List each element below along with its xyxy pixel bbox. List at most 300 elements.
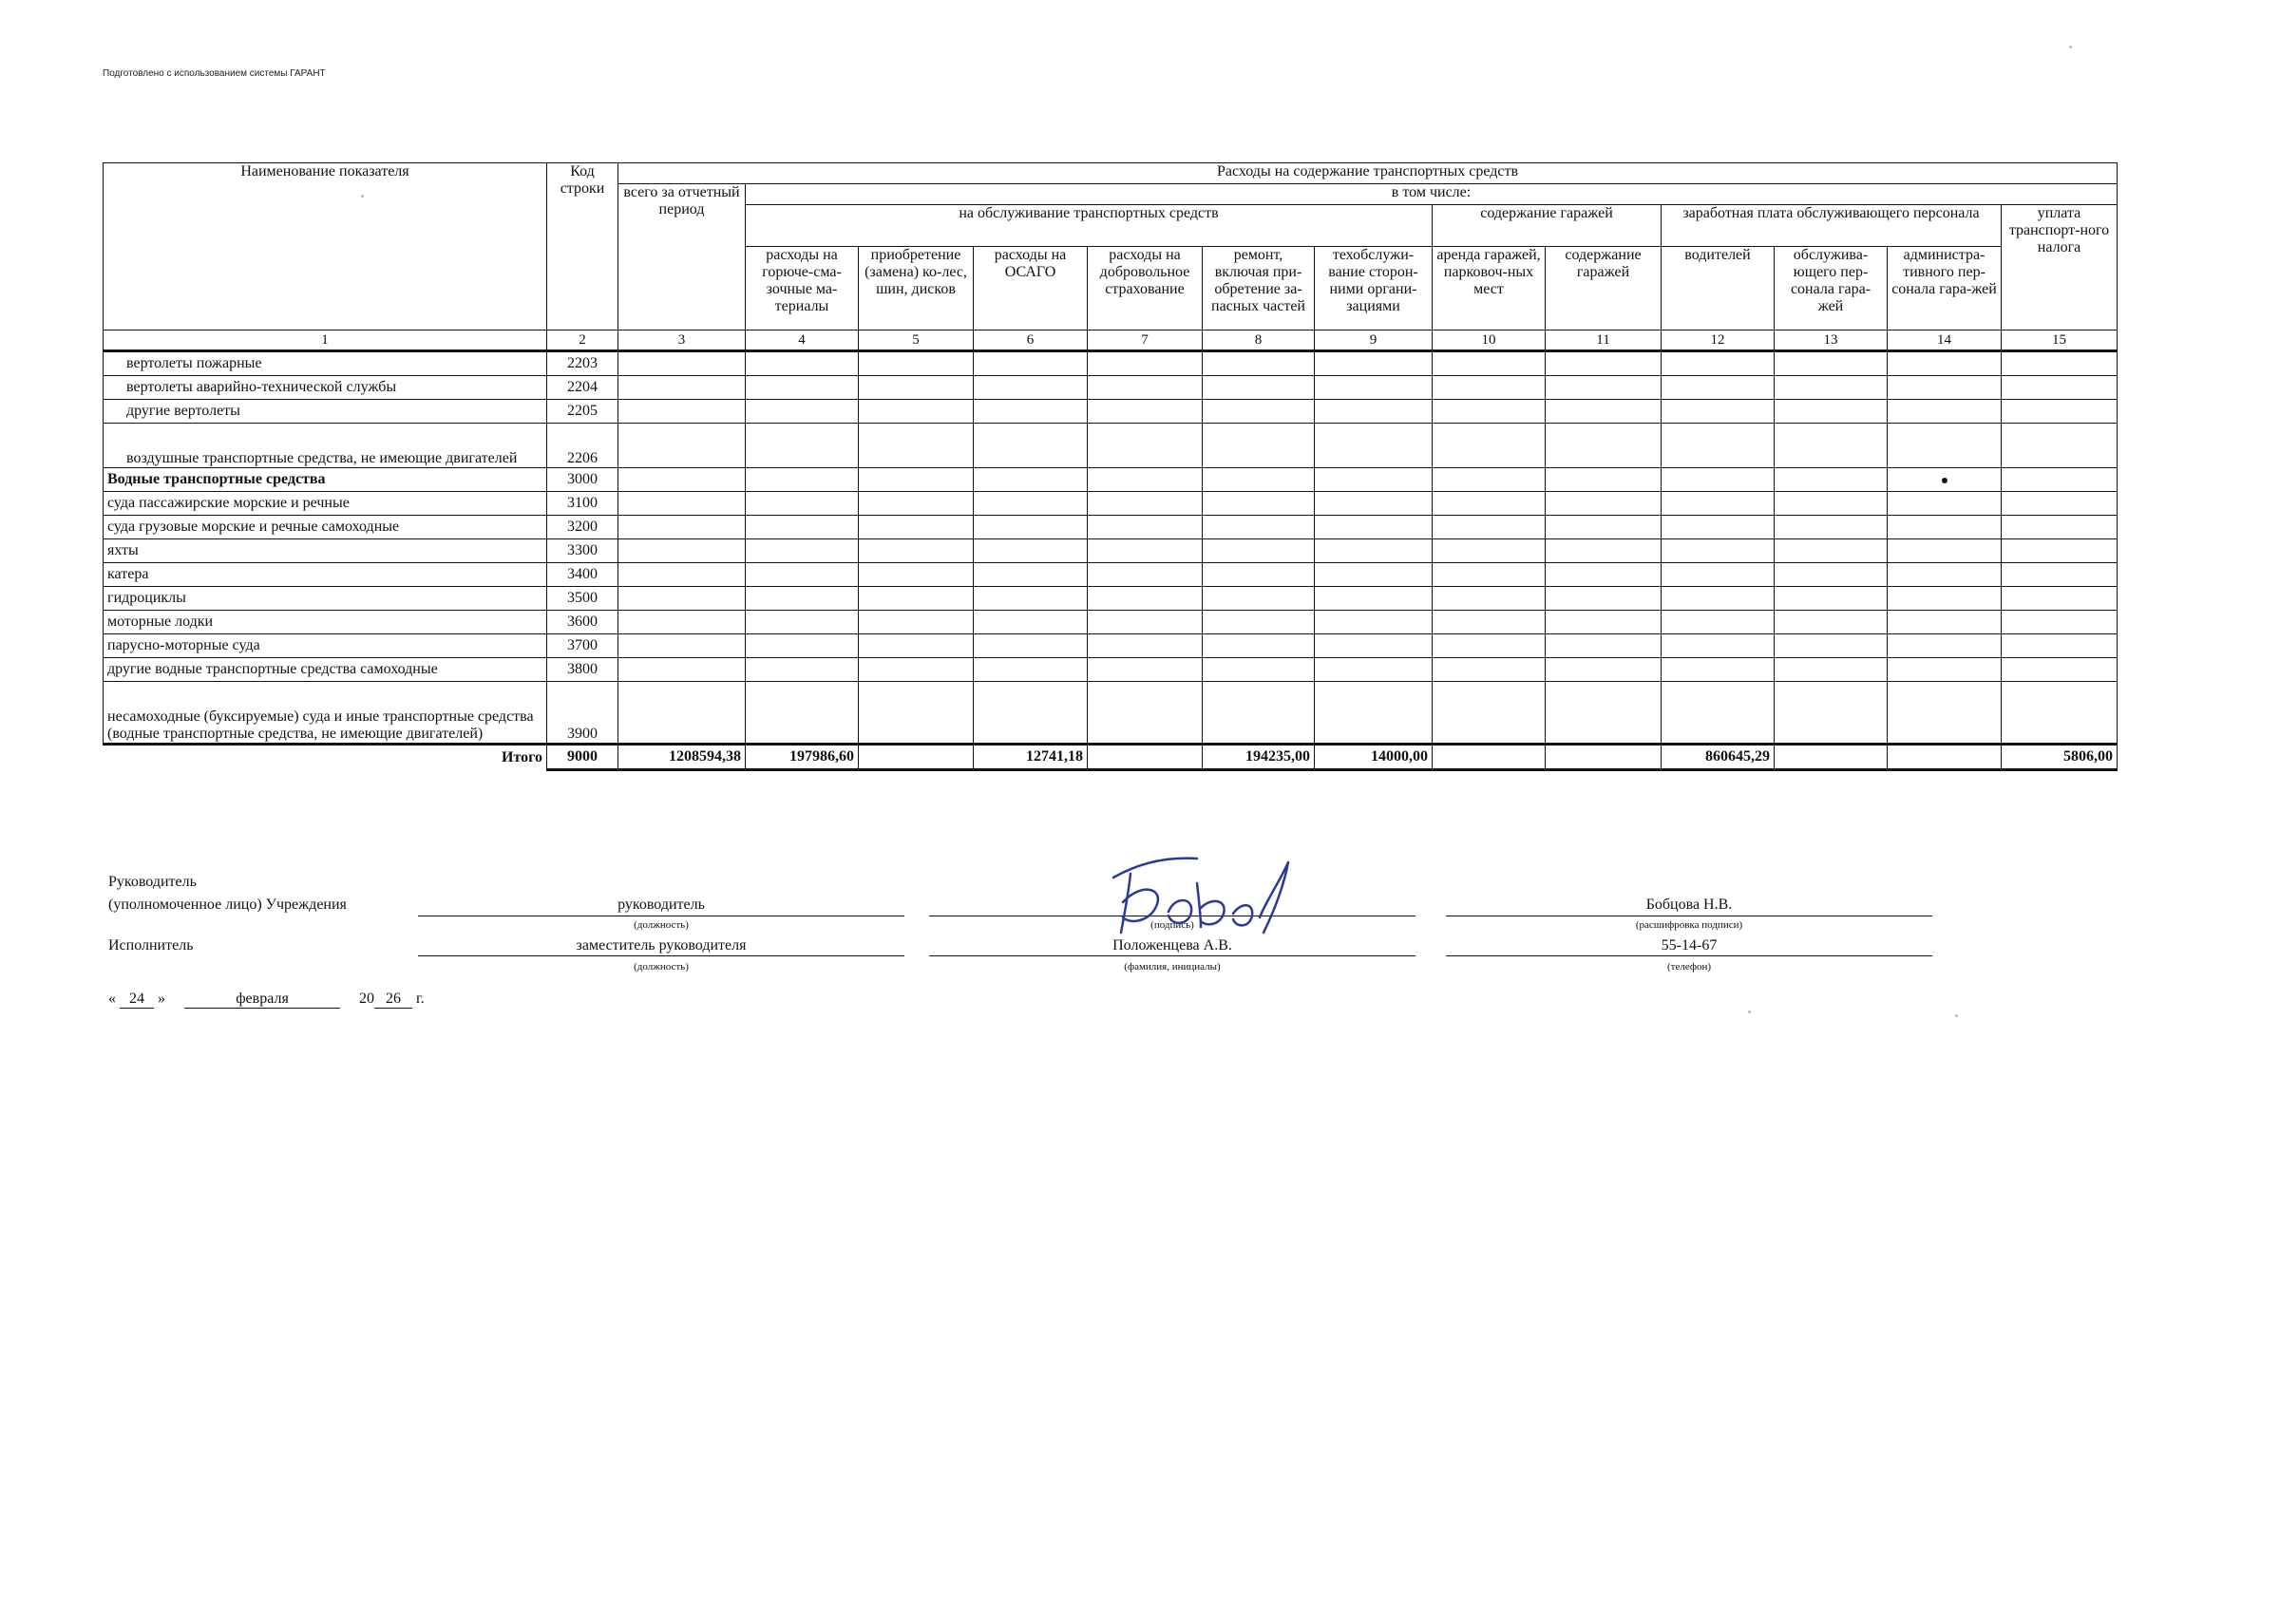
table-row	[104, 539, 2118, 563]
row-name: несамоходные (буксируемые) суда и иные транспортные средства (водные транспортные средства, не имеющие двигателей)	[104, 682, 547, 745]
row-cell	[618, 468, 746, 492]
row-cell	[1088, 351, 1203, 376]
row-cell	[618, 682, 746, 745]
row-cell	[1433, 400, 1546, 424]
row-cell	[1546, 516, 1662, 539]
row-cell	[1888, 492, 2002, 516]
row-cell	[1662, 424, 1775, 468]
head-label-2: (уполномоченное лицо) Учреждения	[108, 897, 347, 913]
row-cell	[1315, 400, 1433, 424]
row-cell	[1088, 682, 1203, 745]
row-cell	[618, 587, 746, 611]
row-cell	[859, 400, 974, 424]
total-value: 860645,29	[1662, 745, 1775, 770]
row-cell	[1775, 587, 1888, 611]
row-cell	[1088, 539, 1203, 563]
row-cell	[974, 658, 1088, 682]
header-note: Подготовлено с использованием системы ГАРАНТ	[103, 68, 326, 79]
row-name: суда пассажирские морские и речные	[104, 492, 547, 516]
row-cell	[1433, 492, 1546, 516]
row-cell	[974, 424, 1088, 468]
row-cell	[2002, 400, 2118, 424]
executor-name-caption: (фамилия, инициалы)	[1124, 961, 1221, 973]
row-code: 3900	[547, 682, 618, 745]
row-cell	[1315, 658, 1433, 682]
row-cell	[2002, 587, 2118, 611]
row-cell	[1088, 492, 1203, 516]
report-date	[108, 991, 425, 1009]
row-cell	[1203, 682, 1315, 745]
table-row	[104, 682, 2118, 745]
header-garage-staff: обслужива-ющего пер-сонала гара-жей	[1775, 247, 1888, 330]
row-cell	[1088, 468, 1203, 492]
row-cell	[746, 376, 859, 400]
header-voluntary: расходы на добровольное страхование	[1088, 247, 1203, 330]
row-cell	[1662, 400, 1775, 424]
row-cell	[618, 400, 746, 424]
row-cell	[746, 634, 859, 658]
row-cell	[1203, 376, 1315, 400]
row-cell	[1433, 658, 1546, 682]
row-cell	[1203, 424, 1315, 468]
header-salary: заработная плата обслуживающего персонала	[1662, 205, 2002, 247]
row-cell	[618, 658, 746, 682]
row-cell	[618, 516, 746, 539]
row-cell	[1088, 563, 1203, 587]
row-cell	[1315, 587, 1433, 611]
row-cell	[1546, 658, 1662, 682]
row-cell	[1203, 539, 1315, 563]
row-cell	[746, 658, 859, 682]
row-cell	[1546, 634, 1662, 658]
row-cell	[1775, 563, 1888, 587]
row-cell	[1088, 516, 1203, 539]
row-code: 3800	[547, 658, 618, 682]
row-cell	[1775, 468, 1888, 492]
row-cell	[618, 424, 746, 468]
row-cell	[1203, 492, 1315, 516]
row-cell	[859, 492, 974, 516]
row-cell	[1888, 468, 2002, 492]
row-cell	[1203, 516, 1315, 539]
row-cell	[859, 516, 974, 539]
row-cell	[859, 563, 974, 587]
header-osago: расходы на ОСАГО	[974, 247, 1088, 330]
row-cell	[1203, 563, 1315, 587]
total-value	[1546, 745, 1662, 770]
total-label: Итого	[104, 745, 547, 770]
row-cell	[746, 424, 859, 468]
row-cell	[1088, 658, 1203, 682]
executor-position: заместитель руководителя	[576, 937, 747, 954]
row-cell	[974, 563, 1088, 587]
date-year-unit: г.	[416, 991, 425, 1007]
total-value	[1088, 745, 1203, 770]
executor-phone: 55-14-67	[1661, 937, 1718, 954]
header-garage: содержание гаражей	[1433, 205, 1662, 247]
date-close-quote: »	[158, 991, 165, 1007]
row-cell	[1546, 539, 1662, 563]
total-code: 9000	[547, 745, 618, 770]
row-cell	[1662, 658, 1775, 682]
executor-position-line	[418, 955, 904, 956]
table-row	[104, 563, 2118, 587]
row-code: 2204	[547, 376, 618, 400]
header-techservice: техобслужи-вание сторон-ними органи-зациями	[1315, 247, 1433, 330]
row-code: 2206	[547, 424, 618, 468]
executor-name-line	[929, 955, 1416, 956]
row-cell	[1888, 587, 2002, 611]
row-cell	[1315, 563, 1433, 587]
row-cell	[746, 563, 859, 587]
date-year-prefix: 20	[359, 991, 374, 1007]
row-cell	[1662, 682, 1775, 745]
row-cell	[1888, 563, 2002, 587]
row-cell	[1315, 468, 1433, 492]
row-cell	[1546, 682, 1662, 745]
row-cell	[1315, 516, 1433, 539]
row-cell	[1662, 516, 1775, 539]
row-cell	[1662, 539, 1775, 563]
row-name: яхты	[104, 539, 547, 563]
row-cell	[859, 611, 974, 634]
row-cell	[1775, 424, 1888, 468]
row-cell	[746, 516, 859, 539]
row-code: 3100	[547, 492, 618, 516]
header-rent: аренда гаражей, парковоч-ных мест	[1433, 247, 1546, 330]
col-number: 9	[1315, 330, 1433, 351]
row-cell	[1662, 611, 1775, 634]
header-tires: приобретение (замена) ко-лес, шин, дисков	[859, 247, 974, 330]
row-cell	[1662, 587, 1775, 611]
row-name: гидроциклы	[104, 587, 547, 611]
row-cell	[1315, 424, 1433, 468]
row-cell	[974, 587, 1088, 611]
row-cell	[1888, 658, 2002, 682]
header-code: Код строки	[547, 163, 618, 330]
executor-phone-line	[1446, 955, 1932, 956]
row-cell	[974, 611, 1088, 634]
row-cell	[1888, 424, 2002, 468]
row-cell	[1662, 492, 1775, 516]
row-cell	[1546, 468, 1662, 492]
row-cell	[1546, 400, 1662, 424]
row-name: другие вертолеты	[104, 400, 547, 424]
header-expenses: Расходы на содержание транспортных средств	[618, 163, 2118, 184]
row-cell	[1888, 376, 2002, 400]
row-cell	[1088, 611, 1203, 634]
row-cell	[1888, 611, 2002, 634]
total-value: 194235,00	[1203, 745, 1315, 770]
row-cell	[974, 351, 1088, 376]
row-cell	[2002, 658, 2118, 682]
total-value	[859, 745, 974, 770]
date-month: февраля	[184, 991, 340, 1009]
row-cell	[1546, 492, 1662, 516]
row-code: 2205	[547, 400, 618, 424]
table-row	[104, 400, 2118, 424]
total-value	[1888, 745, 2002, 770]
row-cell	[746, 400, 859, 424]
col-number: 5	[859, 330, 974, 351]
row-cell	[2002, 682, 2118, 745]
row-cell	[1775, 658, 1888, 682]
row-cell	[1662, 468, 1775, 492]
col-number: 3	[618, 330, 746, 351]
row-cell	[974, 468, 1088, 492]
row-cell	[1775, 611, 1888, 634]
row-cell	[1546, 611, 1662, 634]
col-number: 1	[104, 330, 547, 351]
col-number: 8	[1203, 330, 1315, 351]
row-cell	[2002, 351, 2118, 376]
handwritten-signature	[1102, 845, 1302, 940]
row-cell	[746, 587, 859, 611]
row-cell	[746, 492, 859, 516]
row-cell	[1315, 539, 1433, 563]
row-cell	[859, 539, 974, 563]
row-cell	[1888, 539, 2002, 563]
row-code: 3700	[547, 634, 618, 658]
row-cell	[618, 351, 746, 376]
row-code: 3300	[547, 539, 618, 563]
row-cell	[1088, 376, 1203, 400]
row-name: воздушные транспортные средства, не имеющие двигателей	[104, 424, 547, 468]
row-cell	[859, 376, 974, 400]
row-cell	[1203, 634, 1315, 658]
row-cell	[1433, 634, 1546, 658]
row-cell	[1315, 492, 1433, 516]
total-value: 1208594,38	[618, 745, 746, 770]
header-tax: уплата транспорт-ного налога	[2002, 205, 2118, 330]
row-cell	[618, 376, 746, 400]
head-position-caption: (должность)	[634, 919, 689, 931]
header-repair: ремонт, включая при-обретение за-пасных частей	[1203, 247, 1315, 330]
head-position: руководитель	[618, 897, 705, 913]
row-cell	[1203, 351, 1315, 376]
header-fuel: расходы на горюче-сма-зочные ма-териалы	[746, 247, 859, 330]
table-row	[104, 424, 2118, 468]
total-value	[1775, 745, 1888, 770]
col-number: 10	[1433, 330, 1546, 351]
col-number: 12	[1662, 330, 1775, 351]
row-cell	[1775, 516, 1888, 539]
row-cell	[974, 376, 1088, 400]
row-cell	[1775, 400, 1888, 424]
total-value: 5806,00	[2002, 745, 2118, 770]
row-cell	[1315, 376, 1433, 400]
head-label-1: Руководитель	[108, 874, 197, 890]
col-number: 4	[746, 330, 859, 351]
row-cell	[618, 539, 746, 563]
total-row	[104, 745, 2118, 770]
executor-position-caption: (должность)	[634, 961, 689, 973]
row-cell	[974, 539, 1088, 563]
row-cell	[1203, 658, 1315, 682]
header-name: Наименование показателя	[104, 163, 547, 330]
row-cell	[1888, 682, 2002, 745]
date-year-suffix: 26	[374, 991, 412, 1009]
row-cell	[1662, 634, 1775, 658]
row-cell	[618, 634, 746, 658]
row-cell	[746, 682, 859, 745]
row-name: суда грузовые морские и речные самоходные	[104, 516, 547, 539]
row-cell	[1433, 682, 1546, 745]
executor-name: Положенцева А.В.	[1112, 937, 1232, 954]
col-number: 14	[1888, 330, 2002, 351]
row-name: катера	[104, 563, 547, 587]
row-cell	[1088, 424, 1203, 468]
total-value: 14000,00	[1315, 745, 1433, 770]
row-cell	[2002, 492, 2118, 516]
row-cell	[1203, 587, 1315, 611]
row-cell	[1775, 634, 1888, 658]
row-cell	[2002, 376, 2118, 400]
row-cell	[2002, 516, 2118, 539]
executor-phone-caption: (телефон)	[1666, 961, 1712, 973]
row-cell	[618, 611, 746, 634]
row-cell	[1662, 376, 1775, 400]
row-cell	[1203, 611, 1315, 634]
row-cell	[1203, 400, 1315, 424]
row-cell	[746, 468, 859, 492]
row-cell	[1888, 516, 2002, 539]
col-number: 7	[1088, 330, 1203, 351]
col-number: 15	[2002, 330, 2118, 351]
row-cell	[1546, 587, 1662, 611]
row-cell	[1433, 539, 1546, 563]
row-cell	[859, 424, 974, 468]
table-row	[104, 351, 2118, 376]
row-cell	[2002, 424, 2118, 468]
row-cell	[1315, 682, 1433, 745]
row-cell	[1775, 539, 1888, 563]
row-cell	[2002, 468, 2118, 492]
date-open-quote: «	[108, 991, 116, 1007]
row-cell	[1546, 351, 1662, 376]
table-row	[104, 634, 2118, 658]
row-cell	[1775, 376, 1888, 400]
row-cell	[1088, 587, 1203, 611]
column-numbers-row	[104, 330, 2118, 351]
table-row	[104, 587, 2118, 611]
total-value: 12741,18	[974, 745, 1088, 770]
row-code: 3600	[547, 611, 618, 634]
row-cell	[1433, 376, 1546, 400]
row-cell	[974, 634, 1088, 658]
row-name: вертолеты аварийно-технической службы	[104, 376, 547, 400]
header-admin-staff: администра-тивного пер-сонала гара-жей	[1888, 247, 2002, 330]
report-body	[104, 351, 2118, 770]
row-cell	[974, 400, 1088, 424]
row-cell	[974, 492, 1088, 516]
row-code: 3400	[547, 563, 618, 587]
row-cell	[859, 468, 974, 492]
row-cell	[1775, 492, 1888, 516]
row-code: 3500	[547, 587, 618, 611]
table-row	[104, 658, 2118, 682]
mark-dot	[1942, 478, 1948, 483]
col-number: 11	[1546, 330, 1662, 351]
executor-label: Исполнитель	[108, 937, 194, 954]
row-cell	[859, 658, 974, 682]
row-name: вертолеты пожарные	[104, 351, 547, 376]
row-cell	[2002, 539, 2118, 563]
row-cell	[618, 563, 746, 587]
row-cell	[1888, 400, 2002, 424]
table-row	[104, 611, 2118, 634]
row-cell	[859, 634, 974, 658]
row-cell	[1315, 351, 1433, 376]
row-cell	[1433, 516, 1546, 539]
row-name: моторные лодки	[104, 611, 547, 634]
row-name: другие водные транспортные средства самоходные	[104, 658, 547, 682]
row-cell	[746, 351, 859, 376]
row-cell	[1546, 563, 1662, 587]
row-code: 3200	[547, 516, 618, 539]
row-cell	[1662, 351, 1775, 376]
col-number: 2	[547, 330, 618, 351]
row-cell	[1662, 563, 1775, 587]
row-cell	[1315, 611, 1433, 634]
row-cell	[1433, 468, 1546, 492]
header-including: в том числе:	[746, 184, 2118, 205]
row-cell	[2002, 634, 2118, 658]
row-code: 3000	[547, 468, 618, 492]
row-cell	[1315, 634, 1433, 658]
table-row	[104, 492, 2118, 516]
row-cell	[1433, 587, 1546, 611]
row-cell	[1433, 351, 1546, 376]
report-table	[103, 162, 2118, 771]
head-name-caption: (расшифровка подписи)	[1635, 919, 1743, 931]
row-cell	[1203, 468, 1315, 492]
col-number: 13	[1775, 330, 1888, 351]
row-cell	[859, 351, 974, 376]
date-day: 24	[120, 991, 154, 1009]
row-cell	[1088, 634, 1203, 658]
row-name: Водные транспортные средства	[104, 468, 547, 492]
row-cell	[1433, 424, 1546, 468]
row-cell	[1546, 376, 1662, 400]
total-value	[1433, 745, 1546, 770]
row-cell	[974, 516, 1088, 539]
row-cell	[618, 492, 746, 516]
row-cell	[974, 682, 1088, 745]
header-drivers: водителей	[1662, 247, 1775, 330]
row-cell	[1775, 682, 1888, 745]
row-cell	[1546, 424, 1662, 468]
row-cell	[1088, 400, 1203, 424]
header-total: всего за отчетный период	[618, 184, 746, 330]
total-value: 197986,60	[746, 745, 859, 770]
row-cell	[1888, 634, 2002, 658]
header-service: на обслуживание транспортных средств	[746, 205, 1433, 247]
row-cell	[2002, 563, 2118, 587]
row-cell	[859, 682, 974, 745]
row-cell	[746, 611, 859, 634]
row-cell	[1433, 563, 1546, 587]
row-cell	[859, 587, 974, 611]
row-name: парусно-моторные суда	[104, 634, 547, 658]
row-cell	[1433, 611, 1546, 634]
row-cell	[746, 539, 859, 563]
row-cell	[1888, 351, 2002, 376]
table-row	[104, 516, 2118, 539]
head-signature-caption: (подпись)	[1150, 919, 1194, 931]
row-cell	[2002, 611, 2118, 634]
table-row	[104, 468, 2118, 492]
